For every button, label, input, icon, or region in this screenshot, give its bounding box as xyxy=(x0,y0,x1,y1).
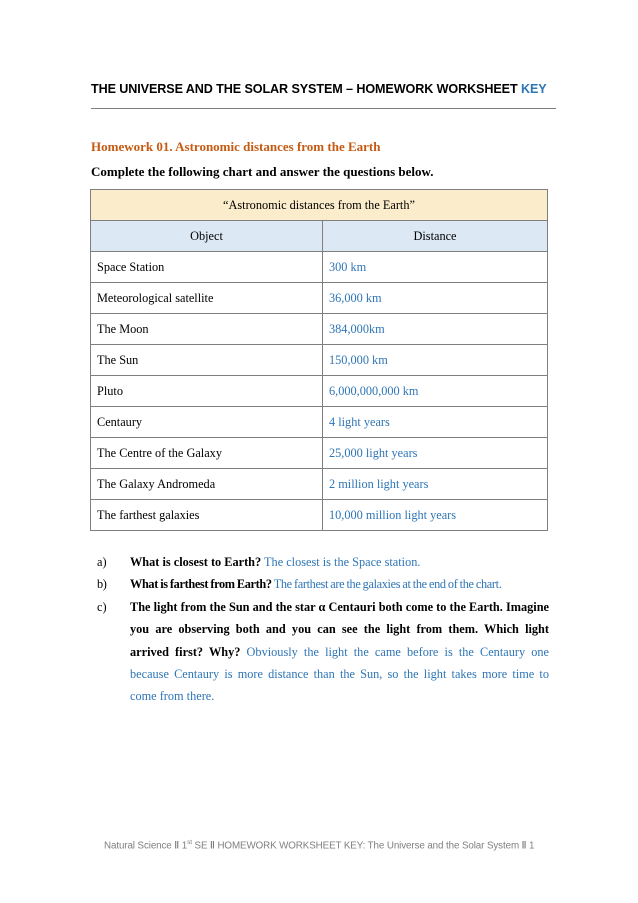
question-text: What is farthest from Earth? xyxy=(130,577,272,592)
answer-text: The farthest are the galaxies at the end of the chart. xyxy=(273,577,502,592)
footer-page-number: 1 xyxy=(529,840,535,852)
object-cell: The Sun xyxy=(91,345,323,376)
table-row xyxy=(91,252,548,283)
homework-title: Homework 01. Astronomic distances from the Earth xyxy=(91,139,381,154)
footer-separator: ‖ xyxy=(210,840,215,852)
header-divider xyxy=(91,108,556,109)
object-cell: The farthest galaxies xyxy=(91,500,323,531)
table-row xyxy=(91,469,548,500)
table-row xyxy=(91,283,548,314)
answer-text: The closest is the Space station. xyxy=(264,555,421,569)
table-row xyxy=(91,376,548,407)
footer-level-suffix: st xyxy=(187,839,192,846)
table-row xyxy=(91,314,548,345)
distance-cell: 36,000 km xyxy=(323,283,548,314)
table-row xyxy=(91,407,548,438)
question-label: a) xyxy=(97,555,107,569)
object-cell: Pluto xyxy=(91,376,323,407)
distance-cell: 2 million light years xyxy=(323,469,548,500)
answer-text: Obviously the light the came before is the Centaury one because Centaury is more distance than the Sun, so the light takes more time to come from there. xyxy=(130,644,549,704)
object-cell: Centaury xyxy=(91,407,323,438)
table-row xyxy=(91,438,548,469)
footer-subject: Natural Science xyxy=(104,840,172,852)
distance-cell: 150,000 km xyxy=(323,345,548,376)
distance-cell: 384,000km xyxy=(323,314,548,345)
table-header-row xyxy=(91,221,548,252)
distance-cell: 300 km xyxy=(323,252,548,283)
distance-cell: 10,000 million light years xyxy=(323,500,548,531)
header-title: THE UNIVERSE AND THE SOLAR SYSTEM – HOMEWORK WORKSHEET xyxy=(91,82,518,96)
distance-cell: 4 light years xyxy=(323,407,548,438)
footer-separator: ‖ xyxy=(521,840,527,852)
footer-document: HOMEWORK WORKSHEET KEY: The Universe and the Solar System xyxy=(217,840,520,852)
question-item-b xyxy=(97,573,549,595)
object-cell: Meteorological satellite xyxy=(91,283,323,314)
table-title-row xyxy=(91,190,548,221)
distance-cell: 6,000,000,000 km xyxy=(323,376,548,407)
footer-level-number: 1 xyxy=(181,840,188,852)
question-label: c) xyxy=(97,599,107,614)
column-header-object: Object xyxy=(91,221,323,252)
header-key-label: KEY xyxy=(520,82,547,96)
table-row xyxy=(91,500,548,531)
object-cell: Space Station xyxy=(91,252,323,283)
question-item-c xyxy=(97,596,549,708)
object-cell: The Centre of the Galaxy xyxy=(91,438,323,469)
question-item-a xyxy=(97,551,549,573)
object-cell: The Galaxy Andromeda xyxy=(91,469,323,500)
distances-table xyxy=(90,189,548,531)
homework-instruction: Complete the following chart and answer the questions below. xyxy=(91,164,434,179)
distance-cell: 25,000 light years xyxy=(323,438,548,469)
question-text: What is closest to Earth? xyxy=(130,555,262,569)
questions-list xyxy=(97,551,549,708)
question-label: b) xyxy=(97,577,107,592)
column-header-distance: Distance xyxy=(323,221,548,252)
table-caption: “Astronomic distances from the Earth” xyxy=(91,190,548,221)
question-text: The light from the Sun and the star α Centauri both come to the Earth. Imagine you are observing both and you can see the light from them. Which light arrived first? Why? xyxy=(130,599,549,659)
table-row xyxy=(91,345,548,376)
page-header xyxy=(91,82,556,96)
page-footer xyxy=(104,839,544,851)
object-cell: The Moon xyxy=(91,314,323,345)
footer-level-label: SE xyxy=(191,840,208,852)
footer-separator: ‖ xyxy=(174,840,180,852)
